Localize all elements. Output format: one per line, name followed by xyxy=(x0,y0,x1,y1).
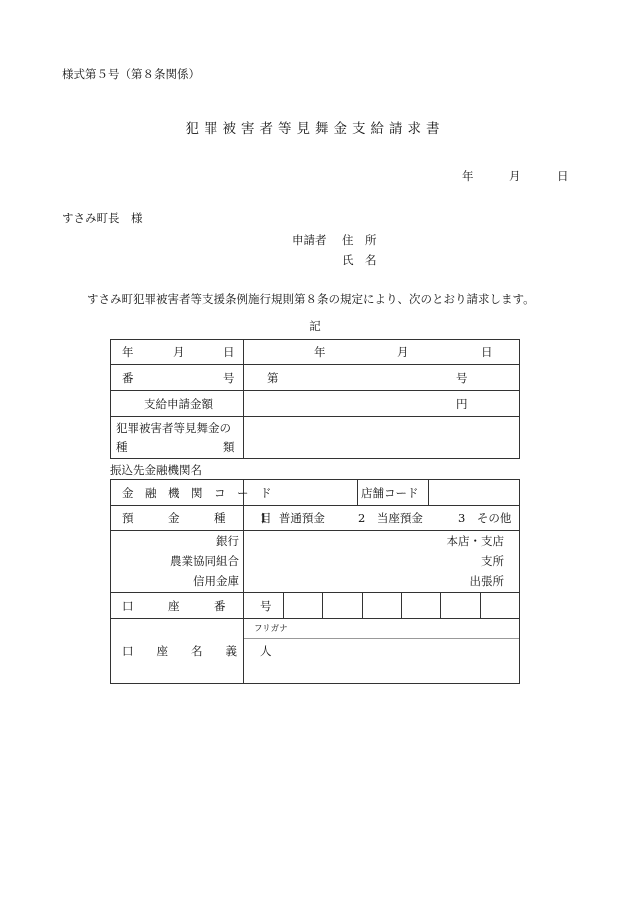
deposit-option-other[interactable]: 3 その他 xyxy=(458,511,512,525)
account-number-label: 口 座 番 号 xyxy=(122,598,272,613)
date-label-day: 日 xyxy=(223,345,235,359)
form-number: 様式第５号（第８条関係） xyxy=(62,67,200,81)
branch-code-label: 店舗コード xyxy=(361,485,419,500)
number-value-suffix[interactable]: 号 xyxy=(456,370,468,385)
deposit-type-label: 預 金 種 目 xyxy=(122,511,272,525)
bank-code-label: 金 融 機 関 コ ー ド xyxy=(122,485,272,500)
amount-unit[interactable]: 円 xyxy=(456,396,468,411)
furigana-label: フリガナ xyxy=(254,624,288,634)
deposit-option-ordinary[interactable]: 1 普通預金 xyxy=(260,511,325,525)
applicant-name-label: 氏 名 xyxy=(342,253,377,267)
bank-heading: 振込先金融機関名 xyxy=(110,463,202,477)
date-value-month[interactable]: 月 xyxy=(397,345,409,359)
ki-marker: 記 xyxy=(309,319,321,333)
date-day-label: 日 xyxy=(557,169,569,183)
addressee: すさみ町長 様 xyxy=(62,211,143,225)
date-month-label: 月 xyxy=(509,169,521,183)
type-label-line2-b: 類 xyxy=(223,439,235,454)
number-label-b: 号 xyxy=(223,370,235,385)
institution-type-bank: 銀行 xyxy=(216,534,239,548)
branch-type-office: 出張所 xyxy=(469,574,504,588)
branch-type-main: 本店・支店 xyxy=(446,534,504,548)
form-title: 犯罪被害者等見舞金支給請求書 xyxy=(185,121,445,137)
date-label-month: 月 xyxy=(173,345,185,359)
type-label-line1: 犯罪被害者等見舞金の xyxy=(116,420,231,435)
deposit-option-current[interactable]: 2 当座預金 xyxy=(358,511,423,525)
number-value-prefix[interactable]: 第 xyxy=(267,370,279,385)
applicant-label: 申請者 xyxy=(292,233,327,247)
date-year-label: 年 xyxy=(462,169,474,183)
date-label-year: 年 xyxy=(122,345,134,359)
applicant-address-label: 住 所 xyxy=(342,233,377,247)
institution-type-agri: 農業協同組合 xyxy=(170,554,239,568)
number-label-a: 番 xyxy=(122,370,134,385)
amount-label: 支給申請金額 xyxy=(144,396,213,411)
institution-type-credit: 信用金庫 xyxy=(193,574,239,588)
branch-type-sub: 支所 xyxy=(481,554,504,568)
request-statement: すさみ町犯罪被害者等支援条例施行規則第８条の規定により、次のとおり請求します。 xyxy=(87,292,535,306)
date-value-year[interactable]: 年 xyxy=(314,345,326,359)
account-holder-label: 口 座 名 義 人 xyxy=(122,644,272,658)
type-label-line2-a: 種 xyxy=(116,439,128,454)
date-value-day[interactable]: 日 xyxy=(481,345,493,359)
